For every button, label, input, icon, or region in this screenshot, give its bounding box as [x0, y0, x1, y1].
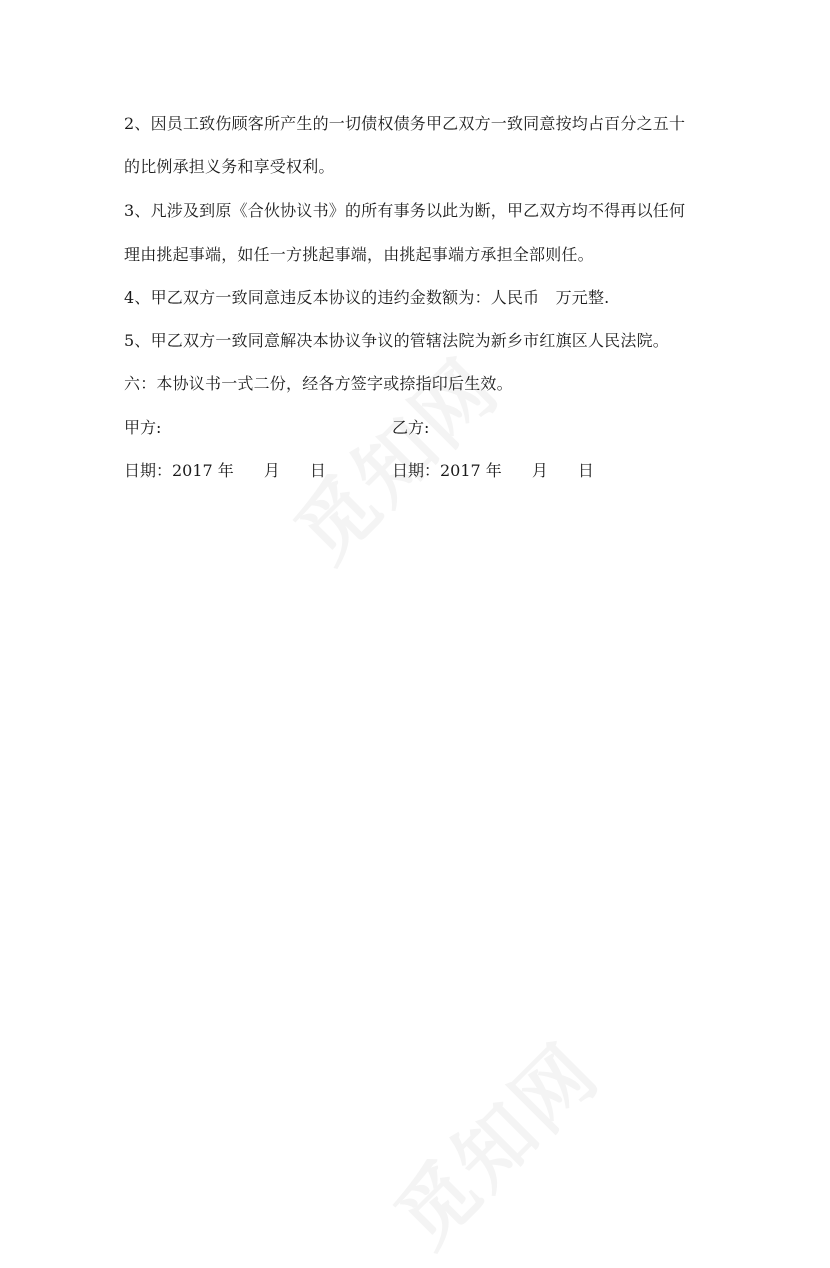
date-a	[124, 461, 326, 480]
party-a-label: 甲方:	[124, 418, 162, 437]
date-a-month: 月	[263, 461, 280, 480]
date-b-day: 日	[577, 461, 594, 480]
clause-5: 5、甲乙双方一致同意解决本协议争议的管辖法院为新乡市红旗区人民法院。	[124, 331, 669, 350]
signature-row	[124, 418, 430, 438]
date-b	[392, 461, 594, 481]
date-a-day: 日	[309, 461, 326, 480]
clause-4: 4、甲乙双方一致同意违反本协议的违约金数额为：人民币 万元整.	[124, 288, 610, 307]
date-row	[124, 461, 594, 481]
date-b-prefix: 日期：2017 年	[392, 461, 502, 480]
clause-3-line-1: 3、凡涉及到原《合伙协议书》的所有事务以此为断，甲乙双方均不得再以任何	[124, 201, 686, 220]
party-b-label: 乙方:	[392, 418, 430, 437]
date-a-prefix: 日期：2017 年	[124, 461, 234, 480]
clause-2-line-1: 2、因员工致伤顾客所产生的一切债权债务甲乙双方一致同意按均占百分之五十	[124, 114, 686, 133]
clause-2-line-2: 的比例承担义务和享受权利。	[124, 157, 335, 176]
date-b-month: 月	[531, 461, 548, 480]
clause-6: 六：本协议书一式二份，经各方签字或捺指印后生效。	[124, 374, 513, 393]
watermark	[366, 1014, 619, 1267]
watermark	[263, 329, 519, 582]
clause-3-line-2: 理由挑起事端，如任一方挑起事端，由挑起事端方承担全部则任。	[124, 245, 594, 264]
